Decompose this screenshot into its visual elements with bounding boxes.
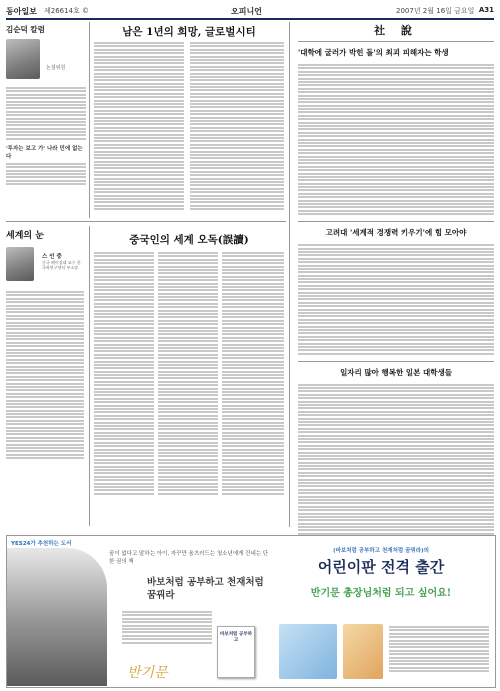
masthead (6, 4, 494, 20)
book-cover[interactable]: 바보처럼 공부하고 (217, 626, 255, 678)
china-article-col3 (222, 252, 284, 495)
editorial-section (298, 22, 494, 538)
left-column (6, 24, 86, 185)
editorial-rule (298, 41, 494, 42)
main-headline: 남은 1년의 희망, 글로벌시티 (122, 26, 256, 38)
main-article-col1 (94, 42, 184, 210)
columnist-photo (6, 39, 40, 79)
editorial-body-3 (298, 384, 494, 539)
signature: 반기문 (127, 665, 168, 681)
section-title: 오피니언 (231, 7, 262, 16)
china-headline: 중국인의 세계 오독(誤讀) (129, 234, 249, 246)
ad-right-sub: 반기문 총장님처럼 되고 싶어요! (310, 588, 452, 599)
world-divider (89, 226, 90, 526)
ad-headline: 바보처럼 공부하고 천재처럼 꿈꿔라 (147, 577, 264, 601)
publication-date: 2007년 2월 16일 금요일 (396, 7, 475, 15)
column-subhead: '투자는 보고 가' 나라 민에 없는다 (6, 145, 83, 160)
world-column-body (6, 291, 84, 459)
section-rule (6, 221, 286, 222)
editorial-body-2 (298, 244, 494, 355)
editorial-label: 社 說 (374, 24, 418, 37)
column-divider (89, 22, 90, 218)
page-number: A31 (478, 6, 494, 14)
editorial-headline-1: '대학에 굴러가 박힌 돌'의 최괴 피해자는 학생 (298, 48, 449, 57)
world-columnist-photo (6, 247, 34, 281)
editorial-rule-2 (298, 221, 494, 222)
column-kicker: 김순덕 칼럼 (6, 25, 45, 34)
china-article-col2 (158, 252, 218, 495)
main-article-col2 (190, 42, 284, 210)
newspaper-logo: 동아일보 (6, 6, 37, 16)
editorial-rule-3 (298, 361, 494, 362)
advertisement[interactable] (6, 535, 496, 688)
world-column (6, 228, 84, 459)
children-book-illustration (343, 624, 383, 679)
ad-corner-label: YES24가 추천하는 도서 (11, 541, 72, 547)
china-article-col1 (94, 252, 154, 495)
children-book-cover[interactable] (279, 624, 337, 679)
world-column-kicker: 세계의 눈 (6, 231, 44, 241)
issue-number: 제26614호 © (44, 7, 90, 15)
editorial-headline-3: 일자리 많아 행복한 일본 대학생들 (340, 367, 452, 377)
world-columnist-name: 스 인 중 (42, 254, 62, 260)
column-body-2 (6, 163, 86, 185)
columnist-byline: 논설위원 (46, 65, 66, 71)
ad-quote: 꿈이 없다고 말하는 아이, 자꾸만 움츠러드는 청소년에게 건네는 단 한 권의 책 (109, 551, 269, 565)
ad-right-title: 어린이판 전격 출간 (317, 558, 445, 576)
column-body (6, 87, 86, 140)
editorial-body-1 (298, 64, 494, 215)
world-columnist-affiliation: 중국 베이징대 교수 한국학연구센터 부소장 (42, 260, 81, 270)
author-portrait (7, 548, 107, 686)
ad-body (122, 611, 212, 644)
ad-right-body (389, 626, 489, 672)
ad-right-top: (바보처럼 공부하고 천재처럼 꿈꿔라)의 (333, 548, 429, 554)
editorial-divider (289, 22, 290, 527)
editorial-headline-2: 고려대 '세계적 경쟁력 키우기'에 힘 모아야 (325, 228, 467, 238)
